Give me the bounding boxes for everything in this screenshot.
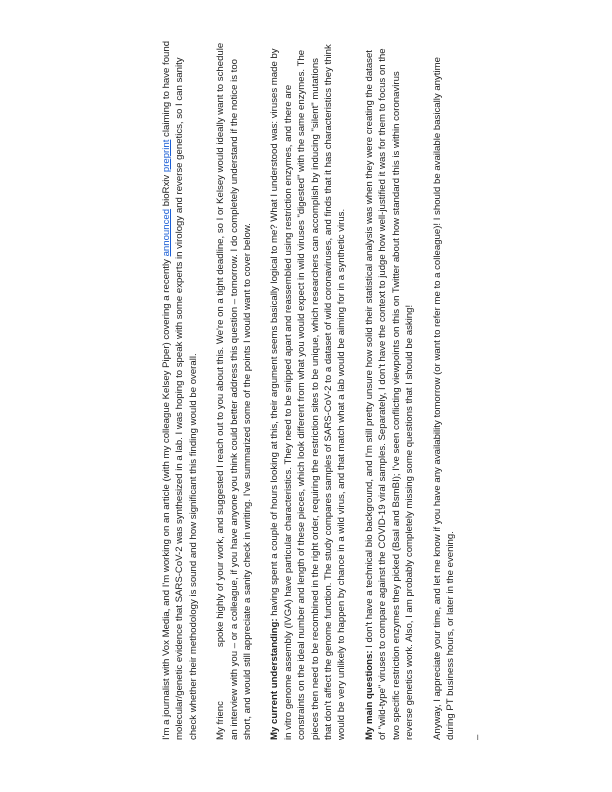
- closing-text: Anyway, I appreciate your time, and let me know if you have any availability tomorrow (or want to refer me to a colleague)! I should be available basically anytime during PT business hours, or later in the evening.: [431, 57, 456, 740]
- questions-heading: My main questions:: [363, 650, 375, 740]
- announced-link[interactable]: announced: [161, 208, 172, 257]
- intro-text-3: claiming to have found molecular/genetic evidence that SARS-CoV-2 was synthesized in a lab. I was hoping to speak with some experts in virology and reverse genetics, so I can sanity check whether their methodology is sound and how significant this finding would be overall.: [161, 40, 199, 740]
- understanding-heading: My current understanding:: [269, 618, 281, 740]
- understanding-text: having spent a couple of hours looking at this, their argument seems basically logical to me? What I understood was: viruses made by in vitro genome assembly (IVGA) have particular characteristics. They need to be snipped apart and reassembled using restriction enzymes, and there are constraints on the ideal number and length of these pieces, which look different from what you would expect in wild viruses "digested" with the same enzymes. The pieces then need to be recombined in the right order, requiring the restriction sites to be unique, which researchers can accomplish by inducing "silent" mutations that don't affect the genome function. The study compares samples of SARS-CoV-2 to a dataset of wild coronaviruses, and finds that it has characteristics they think would be very unlikely to happen by chance in a wild virus, and that match what a lab would be aiming for in a synthetic virus.: [269, 44, 348, 740]
- paragraph-questions: [363, 40, 417, 740]
- letter-body: [160, 40, 600, 740]
- questions-text: I don't have a technical bio background, and I'm still pretty unsure how solid their statistical analysis was when they were creating the dataset of "wild-type" viruses to compare against the COVID-19 viral samples. Separately, I don't have the context to judge how well-justified it was for them to focus on the two specific restriction enzymes they picked (BsaI and BsmBI); I've seen conflicting viewpoints on this on Twitter about how standard this is within coronavirus reverse genetics work. Also, I am probably completely missing some questions that I should be asking!: [363, 48, 416, 740]
- intro-text-1: I'm a journalist with Vox Media, and I'm working on an article (with my colleague Kelsey Piper) covering a recently: [161, 256, 172, 740]
- referral-text-1: My frienc: [215, 701, 227, 740]
- intro-text-2: bioRxiv: [161, 172, 172, 209]
- paragraph-understanding: [268, 40, 348, 740]
- paragraph-referral: [214, 40, 254, 740]
- closing-dash: –: [472, 734, 484, 740]
- preprint-link[interactable]: preprint: [161, 139, 172, 173]
- paragraph-closing: [431, 40, 458, 740]
- paragraph-intro: [160, 40, 200, 740]
- referral-text-2: spoke highly of your work, and suggested I reach out to you about this. We're on a tight deadline, so I or Kelsey would ideally want to schedule an interview with you – or a colleague, if you have anyone you think could better address this question – tomorrow. I do completely understand if the notice is too short, and would still appreciate a sanity check in writing. I've summarized some of the points I would want to cover below.: [215, 42, 254, 740]
